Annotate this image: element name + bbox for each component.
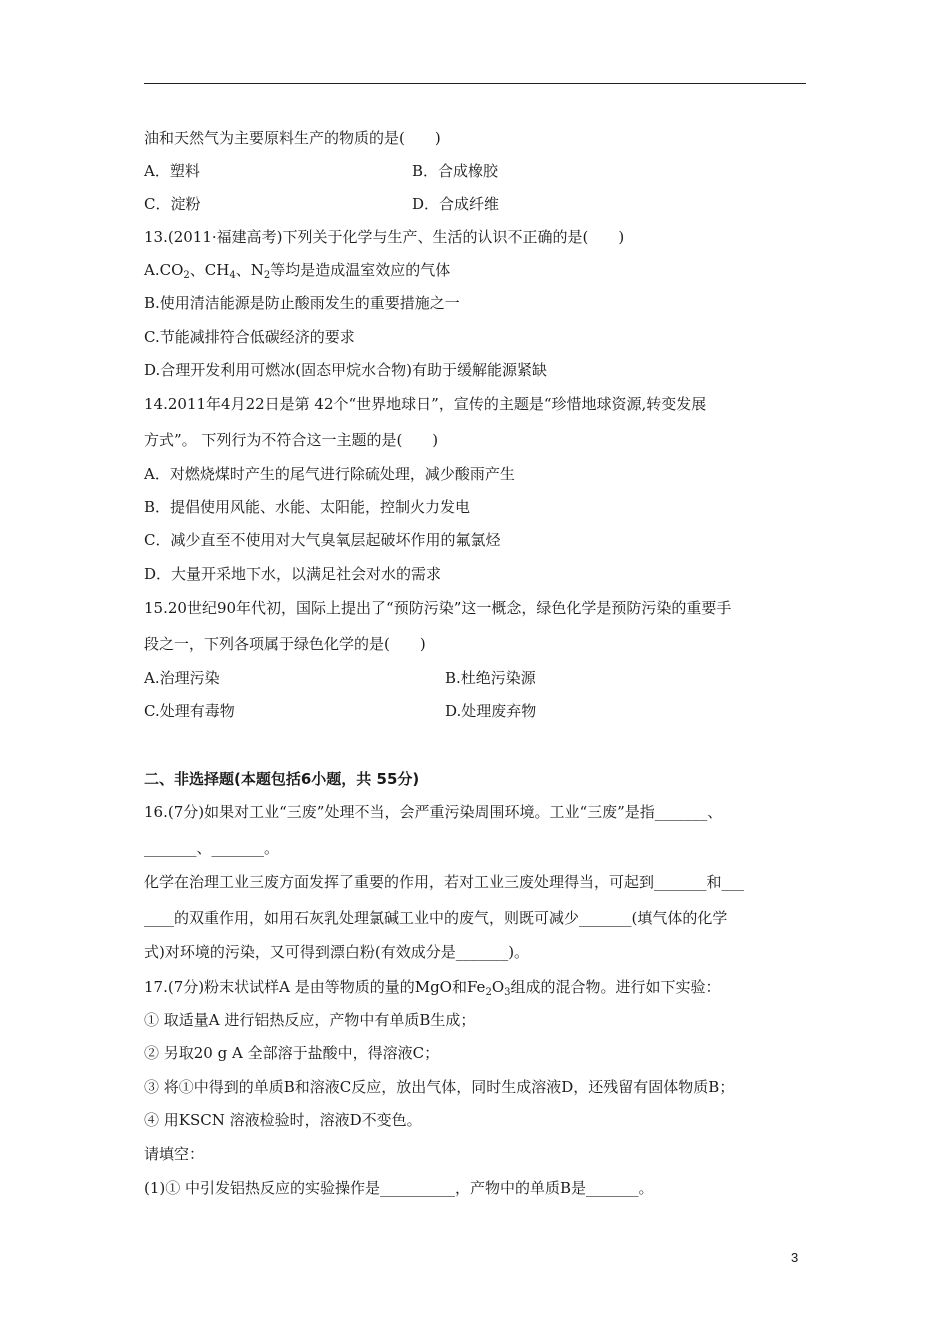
q12-option-c: C．淀粉 — [144, 195, 201, 213]
q12-option-b: B．合成橡胶 — [412, 162, 499, 180]
q17-step4: ④ 用KSCN 溶液检验时，溶液D不变色。 — [144, 1111, 422, 1129]
q12-stem: 油和天然气为主要原料生产的物质的是( ) — [144, 129, 441, 147]
q13-option-b: B.使用清洁能源是防止酸雨发生的重要措施之一 — [144, 294, 460, 312]
q16-line1: 16.(7分)如果对工业“三废”处理不当，会严重污染周围环境。工业“三废”是指_______、 — [144, 803, 723, 821]
q17-sub1: (1)① 中引发铝热反应的实验操作是__________，产物中的单质B是_______。 — [144, 1179, 654, 1197]
q15-stem-line1: 15.20世纪90年代初，国际上提出了“预防污染”这一概念，绿色化学是预防污染的重要手 — [144, 599, 732, 617]
q14-option-c: C．减少直至不使用对大气臭氧层起破坏作用的氟氯烃 — [144, 531, 501, 549]
q12-option-d: D．合成纤维 — [412, 195, 500, 213]
q14-stem-line1: 14.2011年4月22日是第 42个“世界地球日”，宣传的主题是“珍惜地球资源,转变发展 — [144, 395, 707, 413]
q17-stem: 17.(7分)粉末状试样A 是由等物质的量的MgO和$Fe_2O_3$组成的混合物。进行如下实验： — [144, 978, 721, 998]
q16-line5: 式)对环境的污染，又可得到漂白粉(有效成分是_______)。 — [144, 943, 530, 961]
q15-option-c: C.处理有毒物 — [144, 702, 235, 720]
q16-line4: ____的双重作用，如用石灰乳处理氯碱工业中的废气，则既可减少_______(填气体的化学 — [144, 909, 728, 927]
q17-fill-prompt: 请填空： — [144, 1145, 205, 1163]
q15-stem-line2: 段之一，下列各项属于绿色化学的是( ) — [144, 635, 426, 653]
q14-stem-line2: 方式”。 下列行为不符合这一主题的是( ) — [144, 431, 439, 449]
q16-line2: _______、_______。 — [144, 839, 280, 857]
q17-step2: ② 另取20 g A 全部溶于盐酸中，得溶液C； — [144, 1044, 440, 1062]
q16-line3: 化学在治理工业三废方面发挥了重要的作用，若对工业三废处理得当，可起到_______和___ — [144, 873, 745, 891]
q15-option-a: A.治理污染 — [144, 669, 220, 687]
q17-step1: ① 取适量A 进行铝热反应，产物中有单质B生成； — [144, 1011, 476, 1029]
q12-option-a: A．塑料 — [144, 162, 200, 180]
q15-option-b: B.杜绝污染源 — [445, 669, 536, 687]
q14-option-d: D．大量开采地下水，以满足社会对水的需求 — [144, 565, 442, 583]
q14-option-b: B．提倡使用风能、水能、太阳能，控制火力发电 — [144, 498, 471, 516]
q13-stem: 13.(2011·福建高考)下列关于化学与生产、生活的认识不正确的是( ) — [144, 228, 625, 246]
page-number: 3 — [791, 1250, 799, 1265]
section-2-title: 二、非选择题(本题包括6小题，共 55分) — [144, 770, 420, 788]
q14-option-a: A．对燃烧煤时产生的尾气进行除硫处理，减少酸雨产生 — [144, 465, 515, 483]
q13-option-c: C.节能减排符合低碳经济的要求 — [144, 328, 355, 346]
header-rule — [144, 83, 806, 84]
q13-option-d: D.合理开发利用可燃冰(固态甲烷水合物)有助于缓解能源紧缺 — [144, 361, 547, 379]
q17-step3: ③ 将①中得到的单质B和溶液C反应，放出气体，同时生成溶液D，还残留有固体物质B； — [144, 1078, 735, 1096]
q15-option-d: D.处理废弃物 — [445, 702, 537, 720]
q13-option-a: $A.CO_2$、$CH_4$、$N_2$等均是造成温室效应的气体 — [144, 261, 451, 281]
